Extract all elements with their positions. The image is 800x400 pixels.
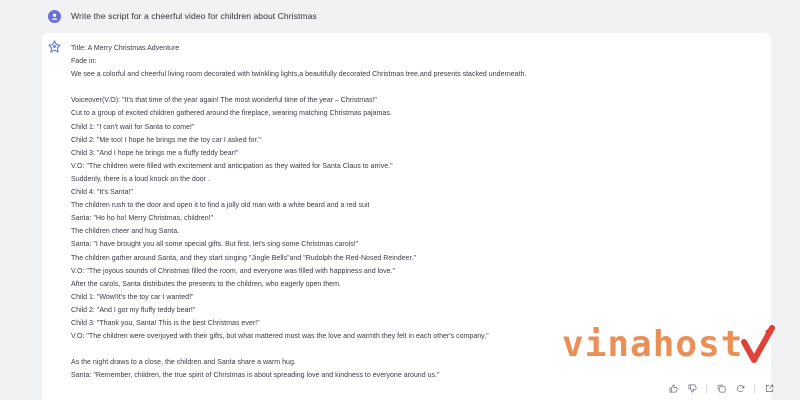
response-line: Santa: "Ho ho ho! Merry Christmas, children!"	[71, 215, 214, 223]
regenerate-icon	[736, 384, 745, 393]
response-line: Santa: "I have brought you all some special gifts. But first, let's sing some Christmas carols!"	[71, 241, 359, 249]
like-button[interactable]	[668, 383, 678, 393]
response-line: Cut to a group of excited children gathered around the fireplace, wearing matching Christmas pajamas.	[71, 110, 392, 118]
assistant-logo-icon	[48, 40, 61, 53]
regenerate-button[interactable]	[735, 383, 745, 393]
watermark-text: vinahost	[562, 323, 744, 365]
response-line: Child 1: "I can't wait for Santa to come!"	[71, 123, 195, 131]
action-divider	[706, 384, 707, 393]
response-line: Title: A Merry Christmas Adventure	[71, 45, 180, 52]
user-message-text: Write the script for a cheerful video for children about Christmas	[71, 11, 317, 21]
copy-button[interactable]	[716, 383, 726, 393]
dislike-button[interactable]	[687, 383, 697, 393]
thumbs-up-icon	[669, 384, 678, 393]
user-avatar	[48, 10, 61, 23]
response-actions	[668, 382, 783, 394]
response-line: Child 2: "Me too! I hope he brings me the toy car I asked for."	[71, 136, 261, 144]
checkmark-logo-icon	[741, 324, 775, 364]
response-line: V.O: "The children were overjoyed with their gifts, but what mattered most was the love and warmth they felt in each other's company."	[71, 333, 489, 341]
response-line: Suddenly, there is a loud knock on the door .	[71, 175, 210, 183]
thumbs-down-icon	[688, 384, 697, 393]
user-icon	[50, 12, 59, 21]
response-line: The children cheer and hug Santa.	[71, 228, 180, 236]
response-line: After the carols, Santa distributes the presents to the children, who eagerly open them.	[71, 280, 341, 288]
response-line: The children rush to the door and open it to find a jolly old man with a white beard and a red suit	[71, 202, 370, 210]
response-line: As the night draws to a close, the children and Santa share a warm hug.	[71, 359, 296, 367]
response-line: Child 1: "Wow!It's the toy car I wanted!"	[71, 293, 194, 301]
response-line: The children gather around Santa, and they start singing "Jingle Bells"and "Rudolph the Red-Nosed Reindeer."	[71, 254, 416, 262]
share-button[interactable]	[764, 383, 774, 393]
response-line: Fade in:	[71, 58, 97, 66]
response-line: Voiceover(V.O): "It's that time of the year again! The most wonderful time of the year – Christmas!"	[71, 97, 377, 105]
response-line: Child 2: "And I got my fluffy teddy bear!"	[71, 306, 196, 314]
response-line: Child 3: "Thank you, Santa! This is the best Christmas ever!"	[71, 319, 260, 327]
user-message-row	[48, 8, 317, 24]
response-line: Santa: "Remember, children, the true spirit of Christmas is about spreading love and kindness to everyone around us."	[71, 372, 440, 380]
blank-line	[71, 81, 761, 94]
share-icon	[765, 384, 774, 393]
action-divider	[754, 384, 755, 393]
response-line: Child 3: "And I hope he brings me a fluffy teddy bear!"	[71, 149, 239, 157]
response-line: V.O: "The children were filled with excitement and anticipation as they waited for Santa Claus to arrive."	[71, 162, 393, 170]
response-line: We see a colorful and cheerful living room decorated with twinkling lights,a beautifully decorated Christmas tree,and presents stacked underneath.	[71, 71, 527, 79]
copy-icon	[717, 384, 726, 393]
response-line: V.O: "The joyous sounds of Christmas filled the room, and everyone was filled with happiness and love."	[71, 267, 395, 275]
response-line: Child 4: "It's Santa!"	[71, 189, 133, 197]
watermark	[562, 322, 775, 366]
